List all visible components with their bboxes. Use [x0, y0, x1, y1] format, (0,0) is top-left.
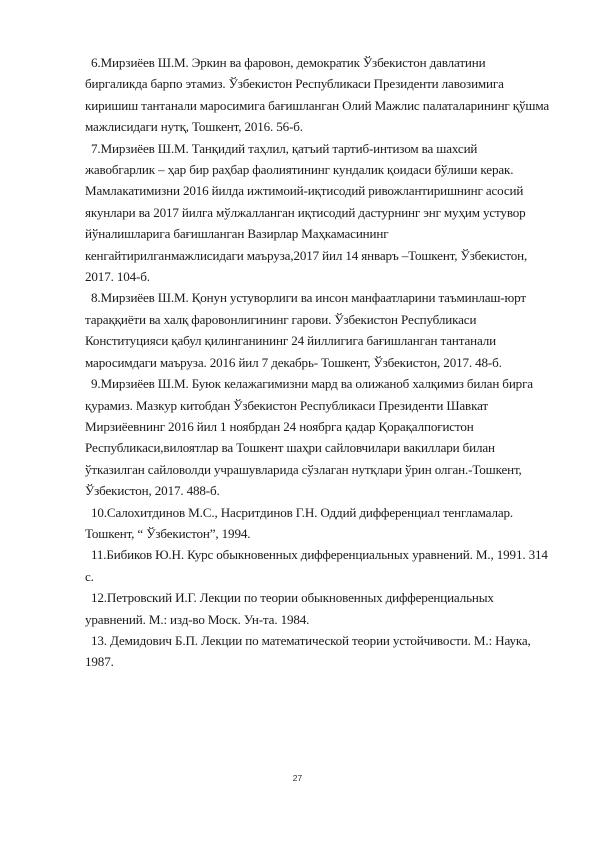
reference-item: 10.Салохитдинов М.С., Насритдинов Г.Н. Оддий дифференциал тенгламалар. Тошкент, “ Ўзбекистон”, 1994. — [85, 504, 514, 541]
reference-item: 8.Мирзиёев Ш.М. Қонун устуворлиги ва инсон манфаатларини таъминлаш-юрт тараққиёти ва халқ фаровонлигининг гарови. Ўзбекистон Республикаси Конституцияси қабул қилинганининг 24 йиллигига бағишланган тантанали маросимдаги маъруза. 2016 йил 7 декабрь- Тошкент, Ўзбекистон, 2017. 48-б. — [85, 290, 526, 370]
reference-list — [85, 52, 550, 673]
reference-item: 9.Мирзиёев Ш.М. Буюк келажагимизни мард ва олижаноб халқимиз билан бирга қурамиз. Мазкур китобдан Ўзбекистон Республикаси Президенти Шавкат Мирзиёевнинг 2016 йил 1 ноябрдан 24 ноябрга қадар Қорақалпоғистон Республикаси,вилоятлар ва Тошкент шаҳри сайловчилари вакиллари билан ўтказилган сайловолди учрашувларида сўзлаган нутқлари ўрин олган.-Тошкент, Ўзбекистон, 2017. 488-б. — [85, 376, 533, 499]
reference-item: 7.Мирзиёев Ш.М. Танқидий таҳлил, қатъий тартиб-интизом ва шахсий жавобгарлик – ҳар бир раҳбар фаолиятининг кундалик қоидаси бўлиши керак. Мамлакатимизни 2016 йилда ижтимоий-иқтисодий ривожлантиришнинг асосий якунлари ва 2017 йилга мўлжалланган иқтисодий дастурнинг энг муҳим устувор йўналишларига бағишланган Вазирлар Маҳкамасининг кенгайтирилганмажлисидаги маъруза,2017 йил 14 январъ –Тошкент, Ўзбекистон, 2017. 104-б. — [85, 140, 528, 285]
reference-item: 13. Демидович Б.П. Лекции по математической теории устойчивости. М.: Наука, 1987. — [85, 632, 531, 670]
reference-item: 6.Мирзиёев Ш.М. Эркин ва фаровон, демократик Ўзбекистон давлатини биргаликда барпо этамиз. Ўзбекистон Республикаси Президенти лавозимига киришиш тантанали маросимига бағишланган Олий Мажлис палаталарининг қўшма мажлисидаги нутқ, Тошкент, 2016. 56-б. — [85, 55, 550, 135]
page-number: 27 — [292, 773, 303, 783]
reference-item: 11.Бибиков Ю.Н. Курс обыкновенных дифференциальных уравнений. М., 1991. 314 с. — [85, 547, 548, 584]
reference-item: 12.Петровский И.Г. Лекции по теории обыкновенных дифференциальных уравнений. М.: изд-во Моск. Ун-та. 1984. — [85, 590, 494, 627]
